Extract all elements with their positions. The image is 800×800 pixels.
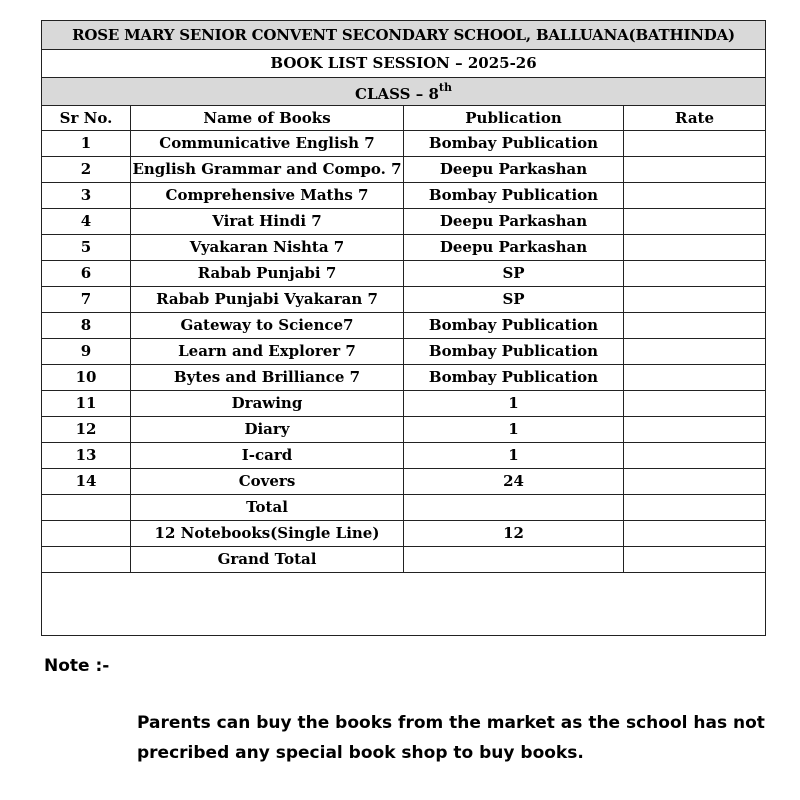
cell-publication: Bombay Publication	[404, 365, 624, 391]
cell-rate	[624, 521, 766, 547]
cell-rate	[624, 209, 766, 235]
cell-sr: 7	[42, 287, 131, 313]
cell-sr: 12	[42, 417, 131, 443]
cell-book-name: Drawing	[131, 391, 404, 417]
session-title: BOOK LIST SESSION – 2025-26	[42, 50, 766, 78]
cell-publication: SP	[404, 287, 624, 313]
table-row	[42, 469, 766, 495]
cell-rate	[624, 417, 766, 443]
cell-book-name: Comprehensive Maths 7	[131, 183, 404, 209]
col-header-name: Name of Books	[131, 106, 404, 131]
cell-publication: Bombay Publication	[404, 183, 624, 209]
cell-publication: Deepu Parkashan	[404, 157, 624, 183]
table-row	[42, 339, 766, 365]
table-row	[42, 443, 766, 469]
cell-publication: 24	[404, 469, 624, 495]
cell-sr: 2	[42, 157, 131, 183]
cell-book-name: Rabab Punjabi Vyakaran 7	[131, 287, 404, 313]
cell-book-name: Vyakaran Nishta 7	[131, 235, 404, 261]
cell-book-name: Covers	[131, 469, 404, 495]
cell-publication: 12	[404, 521, 624, 547]
table-row	[42, 547, 766, 573]
table-row	[42, 157, 766, 183]
cell-rate	[624, 261, 766, 287]
cell-book-name: Total	[131, 495, 404, 521]
cell-sr: 9	[42, 339, 131, 365]
cell-rate	[624, 443, 766, 469]
cell-publication: Deepu Parkashan	[404, 235, 624, 261]
school-name: ROSE MARY SENIOR CONVENT SECONDARY SCHOOL, BALLUANA(BATHINDA)	[42, 21, 766, 50]
cell-rate	[624, 313, 766, 339]
cell-book-name: Virat Hindi 7	[131, 209, 404, 235]
cell-publication: 1	[404, 391, 624, 417]
cell-sr: 3	[42, 183, 131, 209]
cell-book-name: I-card	[131, 443, 404, 469]
cell-sr	[42, 547, 131, 573]
cell-rate	[624, 131, 766, 157]
cell-rate	[624, 495, 766, 521]
table-row	[42, 365, 766, 391]
table-row	[42, 495, 766, 521]
cell-sr: 11	[42, 391, 131, 417]
cell-sr: 1	[42, 131, 131, 157]
cell-sr: 8	[42, 313, 131, 339]
blank-row	[42, 573, 766, 636]
table-row	[42, 391, 766, 417]
cell-publication	[404, 495, 624, 521]
col-header-rate: Rate	[624, 106, 766, 131]
note-text: Parents can buy the books from the market as the school has not precribed any special book shop to buy books.	[137, 713, 765, 763]
cell-rate	[624, 391, 766, 417]
cell-sr: 4	[42, 209, 131, 235]
cell-sr: 5	[42, 235, 131, 261]
cell-book-name: Bytes and Brilliance 7	[131, 365, 404, 391]
cell-book-name: Gateway to Science7	[131, 313, 404, 339]
class-label: CLASS – 8	[355, 84, 439, 103]
cell-book-name: Rabab Punjabi 7	[131, 261, 404, 287]
cell-rate	[624, 339, 766, 365]
cell-rate	[624, 235, 766, 261]
table-row	[42, 417, 766, 443]
note-label: Note :-	[44, 656, 110, 676]
cell-publication: 1	[404, 417, 624, 443]
class-superscript: th	[438, 80, 452, 94]
cell-rate	[624, 157, 766, 183]
book-list-table	[41, 20, 766, 636]
cell-publication: Bombay Publication	[404, 131, 624, 157]
col-header-publication: Publication	[404, 106, 624, 131]
cell-rate	[624, 469, 766, 495]
table-row	[42, 131, 766, 157]
cell-rate	[624, 287, 766, 313]
cell-sr	[42, 521, 131, 547]
class-title	[42, 78, 766, 106]
cell-book-name: Diary	[131, 417, 404, 443]
cell-rate	[624, 547, 766, 573]
table-row	[42, 313, 766, 339]
table-row	[42, 261, 766, 287]
cell-book-name: Grand Total	[131, 547, 404, 573]
table-row	[42, 521, 766, 547]
cell-sr: 13	[42, 443, 131, 469]
table-row	[42, 183, 766, 209]
cell-book-name: Communicative English 7	[131, 131, 404, 157]
cell-rate	[624, 365, 766, 391]
col-header-sr: Sr No.	[42, 106, 131, 131]
cell-publication: Bombay Publication	[404, 339, 624, 365]
cell-publication: Bombay Publication	[404, 313, 624, 339]
cell-rate	[624, 183, 766, 209]
cell-publication: Deepu Parkashan	[404, 209, 624, 235]
cell-sr	[42, 495, 131, 521]
cell-book-name: Learn and Explorer 7	[131, 339, 404, 365]
table-row	[42, 235, 766, 261]
cell-sr: 6	[42, 261, 131, 287]
table-row	[42, 287, 766, 313]
table-row	[42, 209, 766, 235]
cell-publication	[404, 547, 624, 573]
cell-book-name: 12 Notebooks(Single Line)	[131, 521, 404, 547]
cell-publication: SP	[404, 261, 624, 287]
cell-publication: 1	[404, 443, 624, 469]
cell-book-name: English Grammar and Compo. 7	[131, 157, 404, 183]
cell-sr: 14	[42, 469, 131, 495]
cell-sr: 10	[42, 365, 131, 391]
